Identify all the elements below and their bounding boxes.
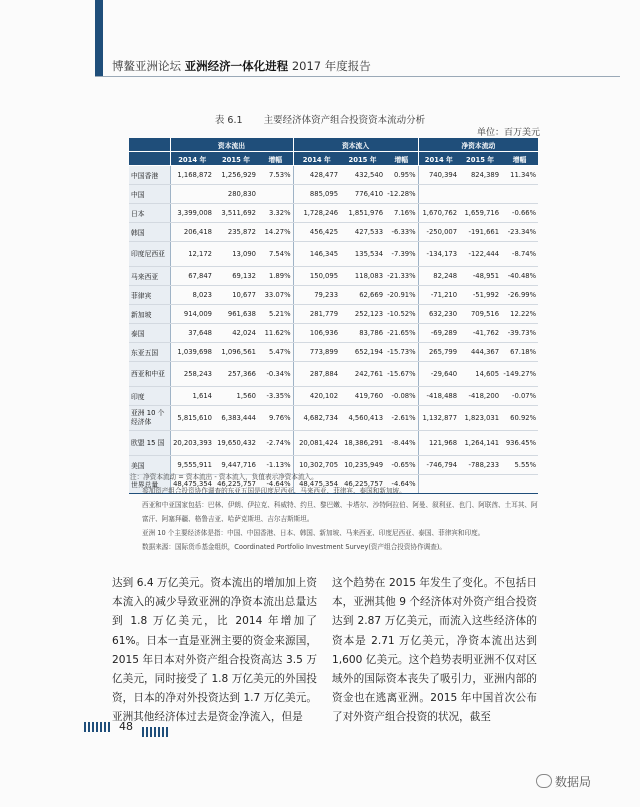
value-cell: 37,648 — [170, 324, 214, 343]
value-cell: -69,289 — [418, 324, 459, 343]
table-row — [129, 242, 538, 267]
value-cell: 444,367 — [459, 343, 501, 362]
body-paragraph: 达到 6.4 万亿美元。资本流出的增加加上资本流入的减少导致亚洲的净资本流出总量达到 1.8 万亿美元，比 2014 年增加了 61%。日本一直是亚洲主要的资金来源国，2015 年日本对外资产组合投资高达 3.5 万亿美元，同时接受了 1.8 万亿美元的外国投资，日本的净对外投资达到 1.7 万亿美元。亚洲其他经济体过去是资金净流入，但是 — [112, 577, 317, 724]
value-cell: 936.45% — [501, 431, 538, 456]
value-cell: -418,488 — [418, 387, 459, 406]
value-cell: 12.22% — [501, 305, 538, 324]
value-cell — [459, 185, 501, 204]
value-cell: 709,516 — [459, 305, 501, 324]
value-cell: 1,851,976 — [340, 204, 385, 223]
value-cell: -788,233 — [459, 456, 501, 475]
value-cell: -418,200 — [459, 387, 501, 406]
table-row — [129, 166, 538, 185]
value-cell: 9,555,911 — [170, 456, 214, 475]
group-header-row — [129, 138, 538, 152]
corner-cell — [129, 138, 170, 152]
value-cell: 67.18% — [501, 343, 538, 362]
footer-bars-right — [142, 722, 170, 741]
value-cell: 8,023 — [170, 286, 214, 305]
table-notes — [130, 470, 540, 554]
value-cell: 1,132,877 — [418, 406, 459, 431]
body-column-right — [332, 574, 537, 728]
table-row — [129, 305, 538, 324]
value-cell: 82,248 — [418, 267, 459, 286]
table-row — [129, 204, 538, 223]
value-cell: 135,534 — [340, 242, 385, 267]
value-cell: -0.07% — [501, 387, 538, 406]
value-cell: -250,007 — [418, 223, 459, 242]
table-row — [129, 267, 538, 286]
value-cell: -20.91% — [385, 286, 418, 305]
body-paragraph: 这个趋势在 2015 年发生了变化。不包括日本，亚洲其他 9 个经济体对外资产组合投资达到 2.87 万亿美元，而流入这些经济体的资本是 2.71 万亿美元，净资本流出达到 1,600 亿美元。这个趋势表明亚洲不仅对区域外的国际资本丧失了吸引力，亚洲内部的资金也在逃离亚洲。2015 年中国首次公布了对外资产组合投资的状况，截至 — [332, 577, 537, 724]
value-cell: 1,728,246 — [293, 204, 340, 223]
value-cell: -40.48% — [501, 267, 538, 286]
note-line: 注：净资本流动 = 资本流出 - 资本流入，负值表示净资本流入。 — [130, 473, 318, 481]
value-cell: 5,815,610 — [170, 406, 214, 431]
value-cell — [170, 185, 214, 204]
value-cell: 46,225,757 — [340, 475, 385, 494]
value-cell: 1,560 — [214, 387, 258, 406]
note-line: 西亚和中亚国家包括：巴林、伊朗、伊拉克、科威特、约旦、黎巴嫩、卡塔尔、沙特阿拉伯、阿曼、叙利亚、也门、阿联酋、土耳其、阿富汗、阿塞拜疆、格鲁吉亚、哈萨克斯坦、吉尔吉斯斯坦。 — [142, 501, 538, 523]
value-cell: 242,761 — [340, 362, 385, 387]
sub-header-cell: 增幅 — [258, 152, 293, 166]
value-cell: 265,799 — [418, 343, 459, 362]
sub-header-cell: 2015 年 — [214, 152, 258, 166]
value-cell: 3,399,008 — [170, 204, 214, 223]
value-cell: 9.76% — [258, 406, 293, 431]
table-row — [129, 286, 538, 305]
value-cell: 776,410 — [340, 185, 385, 204]
value-cell: -2.74% — [258, 431, 293, 456]
value-cell: -149.27% — [501, 362, 538, 387]
value-cell: 287,884 — [293, 362, 340, 387]
value-cell: 69,132 — [214, 267, 258, 286]
value-cell: 1.89% — [258, 267, 293, 286]
row-label: 世界总量 — [129, 475, 170, 494]
value-cell: -21.65% — [385, 324, 418, 343]
wechat-icon — [536, 774, 552, 788]
value-cell: 740,394 — [418, 166, 459, 185]
value-cell: 67,847 — [170, 267, 214, 286]
table-row — [129, 362, 538, 387]
value-cell: 914,009 — [170, 305, 214, 324]
value-cell: 13,090 — [214, 242, 258, 267]
value-cell: 1,659,716 — [459, 204, 501, 223]
row-label: 美国 — [129, 456, 170, 475]
value-cell: 14,605 — [459, 362, 501, 387]
value-cell: 18,386,291 — [340, 431, 385, 456]
value-cell: 235,872 — [214, 223, 258, 242]
value-cell: 83,786 — [340, 324, 385, 343]
value-cell: 7.16% — [385, 204, 418, 223]
value-cell: -51,992 — [459, 286, 501, 305]
table-row — [129, 185, 538, 204]
value-cell: -26.99% — [501, 286, 538, 305]
watermark — [536, 773, 591, 790]
value-cell: -4.64% — [258, 475, 293, 494]
value-cell: 20,203,393 — [170, 431, 214, 456]
table-title: 主要经济体资产组合投资资本流动分析 — [263, 115, 426, 126]
value-cell: 3,511,692 — [214, 204, 258, 223]
header-year: 2017 年度报告 — [291, 59, 371, 73]
group-header: 资本流入 — [293, 138, 418, 152]
value-cell: 206,418 — [170, 223, 214, 242]
table-caption — [0, 112, 640, 126]
value-cell: -191,661 — [459, 223, 501, 242]
table-row — [129, 223, 538, 242]
value-cell: -1.13% — [258, 456, 293, 475]
header-forum: 博鳌亚洲论坛 — [112, 59, 181, 73]
sub-header-cell: 2014 年 — [293, 152, 340, 166]
value-cell: 1,096,561 — [214, 343, 258, 362]
value-cell: -12.28% — [385, 185, 418, 204]
value-cell: 5.55% — [501, 456, 538, 475]
value-cell: 20,081,424 — [293, 431, 340, 456]
value-cell: -0.65% — [385, 456, 418, 475]
value-cell: 419,760 — [340, 387, 385, 406]
row-label: 韩国 — [129, 223, 170, 242]
value-cell: 1,823,031 — [459, 406, 501, 431]
value-cell: -3.35% — [258, 387, 293, 406]
sub-header-cell: 2014 年 — [170, 152, 214, 166]
value-cell: -2.61% — [385, 406, 418, 431]
value-cell: 1,264,141 — [459, 431, 501, 456]
value-cell: 432,540 — [340, 166, 385, 185]
table-row — [129, 406, 538, 431]
value-cell: -0.66% — [501, 204, 538, 223]
note-line: 参加资产组合投资协作调查的东亚五国是印度尼西亚、马来西亚、菲律宾、泰国和新加坡。 — [142, 487, 406, 495]
value-cell: 456,425 — [293, 223, 340, 242]
sub-header-row — [129, 152, 538, 166]
row-label: 亚洲 10 个经济体 — [129, 406, 170, 431]
value-cell: 1,614 — [170, 387, 214, 406]
value-cell: 12,172 — [170, 242, 214, 267]
group-header: 净资本流动 — [418, 138, 538, 152]
value-cell: 10,302,705 — [293, 456, 340, 475]
value-cell: 10,235,949 — [340, 456, 385, 475]
value-cell: 4,682,734 — [293, 406, 340, 431]
value-cell — [418, 185, 459, 204]
value-cell: -6.33% — [385, 223, 418, 242]
value-cell: 14.27% — [258, 223, 293, 242]
value-cell: 150,095 — [293, 267, 340, 286]
value-cell: 48,475,354 — [170, 475, 214, 494]
table-row — [129, 387, 538, 406]
sub-header-cell: 2014 年 — [418, 152, 459, 166]
value-cell — [501, 185, 538, 204]
value-cell: 19,650,432 — [214, 431, 258, 456]
row-label: 中国香港 — [129, 166, 170, 185]
value-cell: 11.34% — [501, 166, 538, 185]
row-label: 印度尼西亚 — [129, 242, 170, 267]
value-cell: 1,256,929 — [214, 166, 258, 185]
row-label: 新加坡 — [129, 305, 170, 324]
body-column-left — [112, 574, 317, 728]
value-cell: -0.34% — [258, 362, 293, 387]
value-cell: 9,447,716 — [214, 456, 258, 475]
value-cell: 10,677 — [214, 286, 258, 305]
table-number: 表 6.1 — [214, 115, 243, 126]
value-cell: -21.33% — [385, 267, 418, 286]
table-row — [129, 343, 538, 362]
value-cell: 79,233 — [293, 286, 340, 305]
table-unit: 单位：百万美元 — [476, 128, 540, 138]
footer-bars-left — [84, 722, 112, 735]
row-label: 东亚五国 — [129, 343, 170, 362]
note-line: 亚洲 10 个主要经济体是指：中国、中国香港、日本、韩国、新加坡、马来西亚、印度尼西亚、泰国、菲律宾和印度。 — [142, 529, 485, 537]
row-label: 马来西亚 — [129, 267, 170, 286]
value-cell: -134,173 — [418, 242, 459, 267]
sub-header-cell: 增幅 — [501, 152, 538, 166]
value-cell: -41,762 — [459, 324, 501, 343]
value-cell: 42,024 — [214, 324, 258, 343]
value-cell: 824,389 — [459, 166, 501, 185]
value-cell: 280,830 — [214, 185, 258, 204]
value-cell: 773,899 — [293, 343, 340, 362]
value-cell: -15.67% — [385, 362, 418, 387]
value-cell: 7.54% — [258, 242, 293, 267]
table-row — [129, 324, 538, 343]
capital-flow-table — [129, 138, 538, 494]
row-label: 菲律宾 — [129, 286, 170, 305]
value-cell: 5.47% — [258, 343, 293, 362]
value-cell: 1,168,872 — [170, 166, 214, 185]
header-accent-bar — [95, 0, 103, 76]
value-cell: 252,123 — [340, 305, 385, 324]
page-number: 48 — [119, 720, 133, 733]
value-cell: 7.53% — [258, 166, 293, 185]
header-rule — [95, 76, 620, 77]
value-cell: -4.64% — [385, 475, 418, 494]
value-cell: -15.73% — [385, 343, 418, 362]
note-line: 数据来源：国际货币基金组织，Coordinated Portfolio Investment Survey(资产组合投资协作调查)。 — [142, 543, 447, 551]
value-cell: -39.73% — [501, 324, 538, 343]
value-cell: 6,383,444 — [214, 406, 258, 431]
row-label: 欧盟 15 国 — [129, 431, 170, 456]
value-cell: -23.34% — [501, 223, 538, 242]
value-cell: -8.44% — [385, 431, 418, 456]
value-cell: 428,477 — [293, 166, 340, 185]
value-cell: -0.08% — [385, 387, 418, 406]
value-cell — [258, 185, 293, 204]
running-header — [112, 58, 371, 74]
value-cell: 427,533 — [340, 223, 385, 242]
value-cell: -10.52% — [385, 305, 418, 324]
value-cell: 885,095 — [293, 185, 340, 204]
value-cell: 121,968 — [418, 431, 459, 456]
row-label: 中国 — [129, 185, 170, 204]
group-header: 资本流出 — [170, 138, 293, 152]
value-cell: 4,560,413 — [340, 406, 385, 431]
value-cell: -7.39% — [385, 242, 418, 267]
header-report: 亚洲经济一体化进程 — [184, 59, 289, 73]
value-cell: 62,669 — [340, 286, 385, 305]
value-cell: 48,475,354 — [293, 475, 340, 494]
value-cell: 3.32% — [258, 204, 293, 223]
value-cell: 257,366 — [214, 362, 258, 387]
value-cell: 46,225,757 — [214, 475, 258, 494]
sub-header-cell: 2015 年 — [459, 152, 501, 166]
value-cell: 60.92% — [501, 406, 538, 431]
value-cell: 33.07% — [258, 286, 293, 305]
row-label: 泰国 — [129, 324, 170, 343]
value-cell: -29,640 — [418, 362, 459, 387]
value-cell: -48,951 — [459, 267, 501, 286]
watermark-text: 数据局 — [555, 775, 592, 789]
value-cell: 632,230 — [418, 305, 459, 324]
value-cell: 0.95% — [385, 166, 418, 185]
value-cell: 11.62% — [258, 324, 293, 343]
table-row — [129, 431, 538, 456]
value-cell: 5.21% — [258, 305, 293, 324]
corner-cell — [129, 152, 170, 166]
sub-header-cell: 2015 年 — [340, 152, 385, 166]
sub-header-cell: 增幅 — [385, 152, 418, 166]
value-cell: 961,638 — [214, 305, 258, 324]
value-cell: 652,194 — [340, 343, 385, 362]
value-cell: 146,345 — [293, 242, 340, 267]
value-cell: 420,102 — [293, 387, 340, 406]
value-cell: -746,794 — [418, 456, 459, 475]
value-cell: 1,039,698 — [170, 343, 214, 362]
value-cell: 281,779 — [293, 305, 340, 324]
value-cell: 118,083 — [340, 267, 385, 286]
value-cell: -71,210 — [418, 286, 459, 305]
value-cell: 106,936 — [293, 324, 340, 343]
value-cell: 1,670,762 — [418, 204, 459, 223]
row-label: 西亚和中亚 — [129, 362, 170, 387]
row-label: 日本 — [129, 204, 170, 223]
value-cell: 258,243 — [170, 362, 214, 387]
row-label: 印度 — [129, 387, 170, 406]
value-cell: -122,444 — [459, 242, 501, 267]
value-cell: -8.74% — [501, 242, 538, 267]
